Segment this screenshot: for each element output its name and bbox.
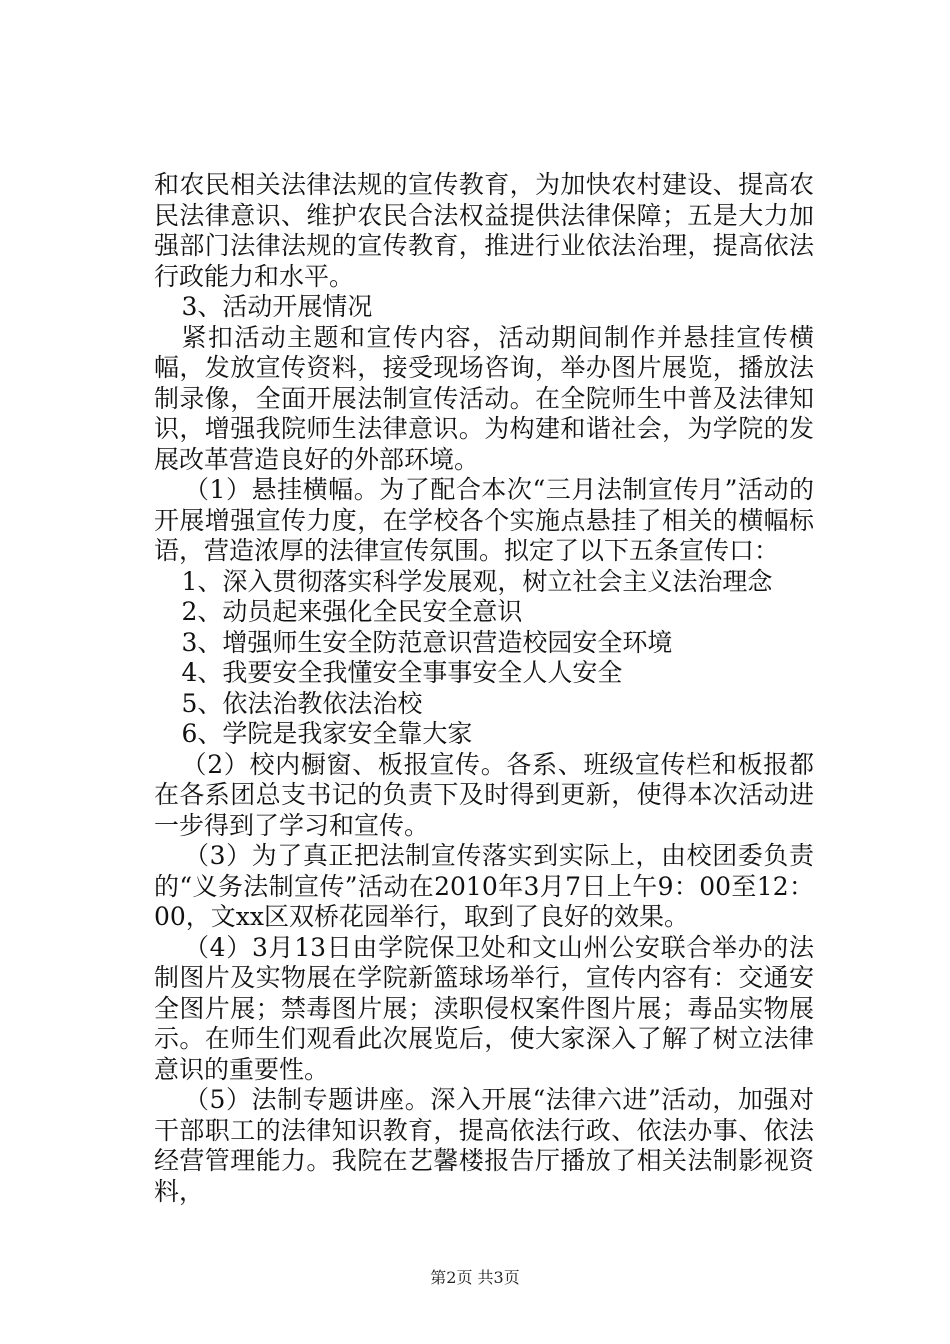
slogan-item-3: 3、增强师生安全防范意识营造校园安全环境 bbox=[181, 627, 673, 657]
paragraph-1: 和农民相关法律法规的宣传教育，为加快农村建设、提高农民法律意识、维护农民合法权益提供法律保障；五是大力加强部门法律法规的宣传教育，推进行业依法治理，提高依法行政能力和水平。 bbox=[154, 170, 814, 291]
slogan-item-5: 5、依法治教依法治校 bbox=[181, 688, 423, 718]
page-total: 共3页 bbox=[477, 1268, 520, 1287]
slogan-item-6: 6、学院是我家安全靠大家 bbox=[181, 719, 473, 748]
paragraph-volunteer-event: （3）为了真正把法制宣传落实到实际上，由校团委负责的“义务法制宣传”活动在2010年3月7日上午9：00至12：00，文xx区双桥花园举行，取到了良好的效果。 bbox=[154, 841, 814, 931]
slogan-item-4: 4、我要安全我懂安全事事安全人人安全 bbox=[181, 658, 623, 687]
paragraph-exhibition: （4）3月13日由学院保卫处和文山州公安联合举办的法制图片及实物展在学院新篮球场举行，宣传内容有：交通安全图片展；禁毒图片展；渎职侵权案件图片展；毒品实物展示。在师生们观看此次展览后，使大家深入了解了树立法律意识的重要性。 bbox=[154, 932, 814, 1084]
paragraph-3: 紧扣活动主题和宣传内容，活动期间制作并悬挂宣传横幅，发放宣传资料，接受现场咨询，举办图片展览，播放法制录像，全面开展法制宣传活动。在全院师生中普及法律知识，增强我院师生法律意识。为构建和谐社会，为学院的发展改革营造良好的外部环境。 bbox=[154, 322, 814, 474]
page-number: 第2页 bbox=[430, 1268, 473, 1287]
paragraph-banner: （1）悬挂横幅。为了配合本次“三月法制宣传月”活动的开展增强宣传力度，在学校各个实施点悬挂了相关的横幅标语，营造浓厚的法律宣传氛围。拟定了以下五条宣传口： bbox=[154, 475, 814, 565]
slogan-item-2: 2、动员起来强化全民安全意识 bbox=[181, 597, 523, 626]
paragraph-section-heading: 3、活动开展情况 bbox=[181, 292, 373, 321]
document-body bbox=[154, 170, 814, 1207]
paragraph-window-board: （2）校内橱窗、板报宣传。各系、班级宣传栏和板报都在各系团总支书记的负责下及时得到更新，使得本次活动进一步得到了学习和宣传。 bbox=[154, 749, 814, 840]
page-footer bbox=[0, 1268, 950, 1288]
slogan-item-1: 1、深入贯彻落实科学发展观，树立社会主义法治理念 bbox=[181, 566, 773, 596]
paragraph-lecture: （5）法制专题讲座。深入开展“法律六进”活动，加强对干部职工的法律知识教育，提高依法行政、依法办事、依法经营管理能力。我院在艺馨楼报告厅播放了相关法制影视资料， bbox=[154, 1085, 814, 1206]
